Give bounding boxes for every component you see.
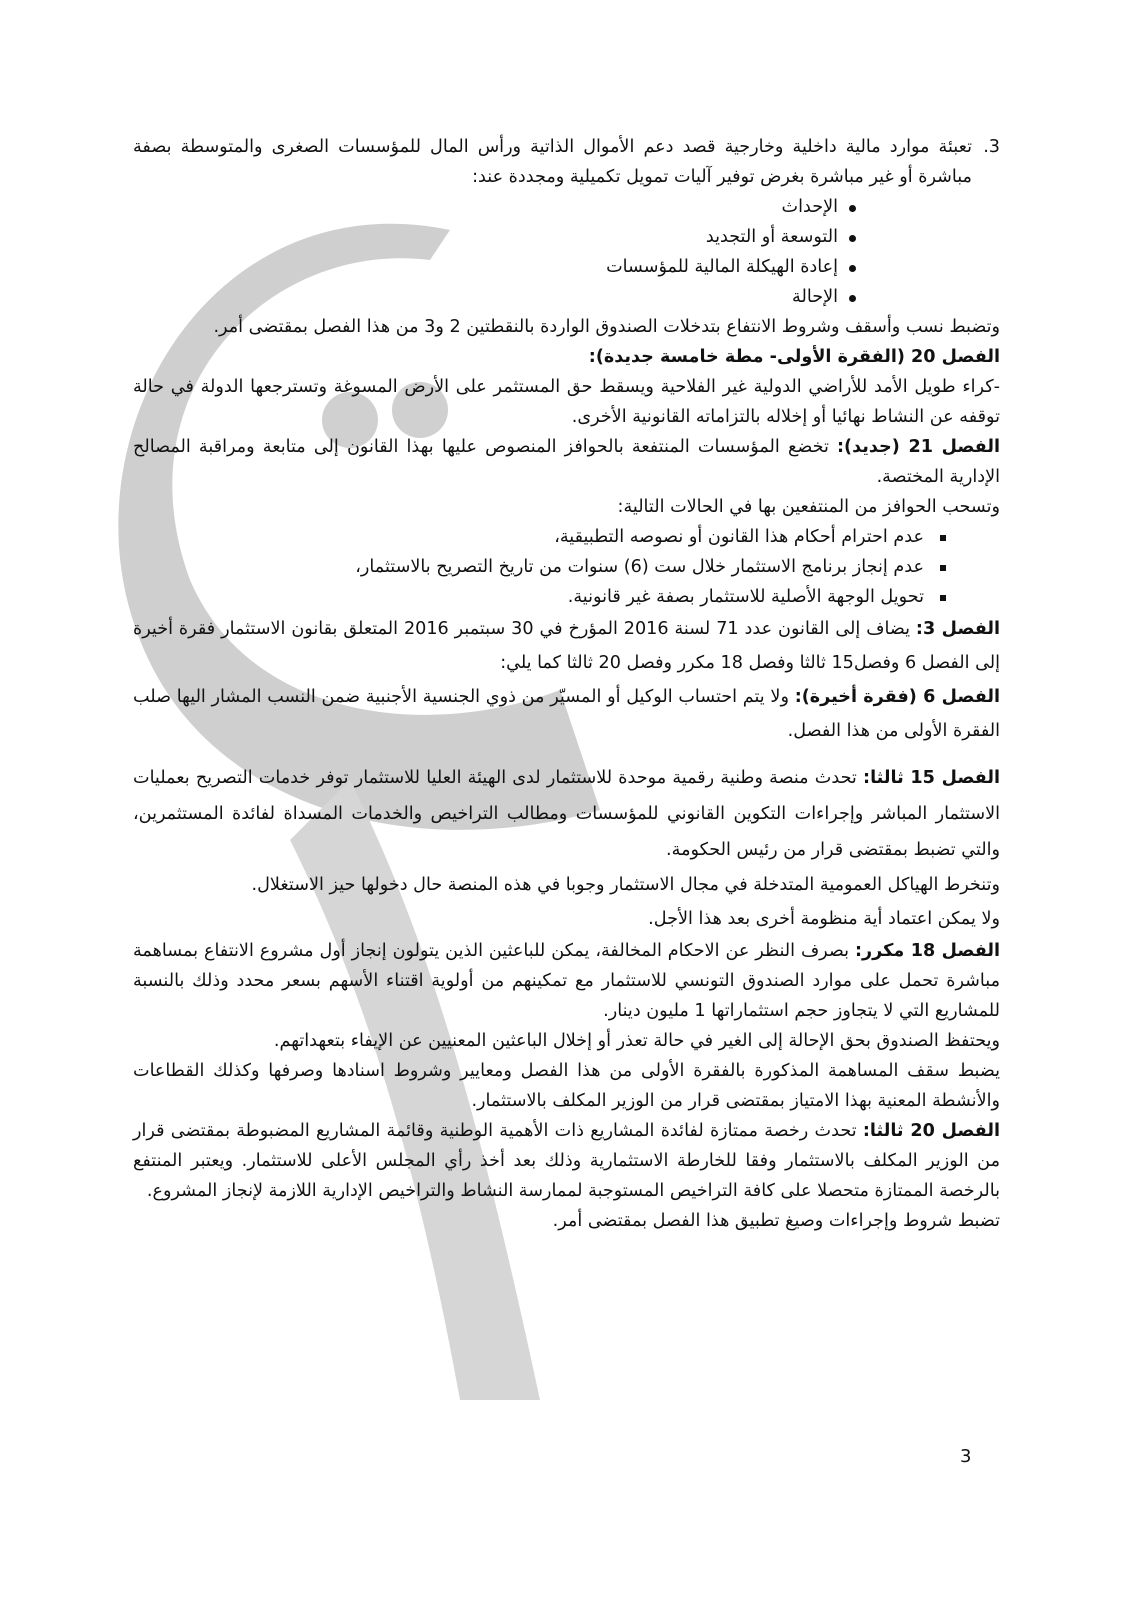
chapter-18-p3: يضبط سقف المساهمة المذكورة بالفقرة الأولى من هذا الفصل ومعايير وشروط اسنادها وصرفها وكذلك القطاعات والأنشطة المعنية بهذا الامتياز بمقتضى قرار من الوزير المكلف بالاستثمار.: [133, 1061, 1000, 1111]
chapter-20-heading: الفصل 20 (الفقرة الأولى- مطة خامسة جديدة):: [588, 347, 1000, 367]
chapter-15-p2: وتنخرط الهياكل العمومية المتدخلة في مجال الاستثمار وجوبا في هذه المنصة حال دخولها حيز الاستغلال.: [251, 875, 1000, 895]
ratios-paragraph: وتضبط نسب وأسقف وشروط الانتفاع بتدخلات الصندوق الواردة بالنقطتين 2 و3 من هذا الفصل بمقتضى أمر.: [213, 317, 1000, 337]
list-item: الإحداث: [133, 192, 860, 222]
chapter-3-paragraph: [133, 612, 1000, 680]
chapter-18-text: بصرف النظر عن الاحكام المخالفة، يمكن للباعثين الذين يتولون إنجاز أول مشروع الانتفاع بمساهمة مباشرة تحمل على موارد الصندوق التونسي للاستثمار مع تمكينهم من أولوية اقتناء الأسهم بسعر محدد وذلك بالنسبة للمشاريع التي لا يتجاوز حجم استثماراتها 1 مليون دينار.: [133, 941, 1000, 1021]
cases-list: [133, 522, 1000, 612]
list-item: عدم احترام أحكام هذا القانون أو نصوصه التطبيقية،: [133, 522, 950, 552]
chapter-20-third-text: تحدث رخصة ممتازة لفائدة المشاريع ذات الأهمية الوطنية وقائمة المشاريع المضبوطة بمقتضى قرار من الوزير المكلف بالاستثمار وفقا للخارطة الاستثمارية وذلك بعد أخذ رأي المجلس الأعلى للاستثمار. ويعتبر المنتفع بالرخصة الممتازة متحصلا على كافة التراخيص المستوجبة لممارسة النشاط والتراخيص الإدارية اللازمة لإنجاز المشروع.: [133, 1121, 1000, 1201]
chapter-20-third-paragraph: [133, 1116, 1000, 1206]
chapter-15-label: الفصل 15 ثالثا:: [863, 768, 1000, 788]
chapter-3-label: الفصل 3:: [915, 619, 1001, 639]
list-item: إعادة الهيكلة المالية للمؤسسات: [133, 252, 860, 282]
list-item: الإحالة: [133, 282, 860, 312]
list-item: تحويل الوجهة الأصلية للاستثمار بصفة غير قانونية.: [133, 582, 950, 612]
chapter-21-label: الفصل 21 (جديد):: [837, 437, 1000, 457]
list-item: عدم إنجاز برنامج الاستثمار خلال ست (6) سنوات من تاريخ التصريح بالاستثمار،: [133, 552, 950, 582]
chapter-20-third-label: الفصل 20 ثالثا:: [862, 1121, 1000, 1141]
chapter-21-text: تخضع المؤسسات المنتفعة بالحوافز المنصوص عليها بهذا القانون إلى متابعة ومراقبة المصالح الإدارية المختصة.: [133, 437, 1000, 487]
chapter-6-text: ولا يتم احتساب الوكيل أو المسيّر من ذوي الجنسية الأجنبية ضمن النسب المشار اليها صلب الفقرة الأولى من هذا الفصل.: [133, 687, 1000, 741]
page-number: 3: [960, 1446, 972, 1467]
item-text: تعبئة موارد مالية داخلية وخارجية قصد دعم الأموال الذاتية ورأس المال للمؤسسات الصغرى والمتوسطة بصفة مباشرة أو غير مباشرة بغرض توفير آليات تمويل تكميلية ومجددة عند:: [133, 137, 972, 187]
chapter-6-label: الفصل 6 (فقرة أخيرة):: [794, 687, 1001, 707]
chapter-18-p2: ويحتفظ الصندوق بحق الإحالة إلى الغير في حالة تعذر أو إخلال الباعثين المعنيين عن الإيفاء بتعهداتهم.: [273, 1031, 1000, 1051]
item-number: 3.: [983, 137, 1000, 157]
chapter-6-paragraph: [133, 680, 1000, 748]
document-body: [133, 132, 1000, 1236]
bullet-list: [133, 192, 1000, 312]
numbered-item-3: [133, 132, 1000, 192]
chapter-20-third-p2: تضبط شروط وإجراءات وصيغ تطبيق هذا الفصل بمقتضى أمر.: [552, 1211, 1000, 1231]
chapter-15-paragraph: [133, 760, 1000, 868]
chapter-18-paragraph: [133, 936, 1000, 1026]
chapter-21-paragraph: [133, 432, 1000, 492]
chapter-18-label: الفصل 18 مكرر:: [854, 941, 1000, 961]
chapter-15-text: تحدث منصة وطنية رقمية موحدة للاستثمار لدى الهيئة العليا للاستثمار توفر خدمات التصريح بعمليات الاستثمار المباشر وإجراءات التكوين القانوني للمؤسسات ومطالب التراخيص والخدمات المسداة لفائدة المستثمرين، والتي تضبط بمقتضى قرار من رئيس الحكومة.: [133, 768, 1000, 860]
list-item: التوسعة أو التجديد: [133, 222, 860, 252]
chapter-20-text: -كراء طويل الأمد للأراضي الدولية غير الفلاحية ويسقط حق المستثمر على الأرض المسوغة وتسترجعها الدولة في حالة توقفه عن النشاط نهائيا أو إخلاله بالتزاماته القانونية الأخرى.: [133, 377, 1000, 427]
withdraw-intro: وتسحب الحوافز من المنتفعين بها في الحالات التالية:: [617, 497, 1000, 517]
chapter-15-p3: ولا يمكن اعتماد أية منظومة أخرى بعد هذا الأجل.: [648, 909, 1000, 929]
chapter-3-text: يضاف إلى القانون عدد 71 لسنة 2016 المؤرخ في 30 سبتمبر 2016 المتعلق بقانون الاستثمار فقرة أخيرة إلى الفصل 6 وفصل15 ثالثا وفصل 18 مكرر وفصل 20 ثالثا كما يلي:: [133, 619, 1000, 673]
